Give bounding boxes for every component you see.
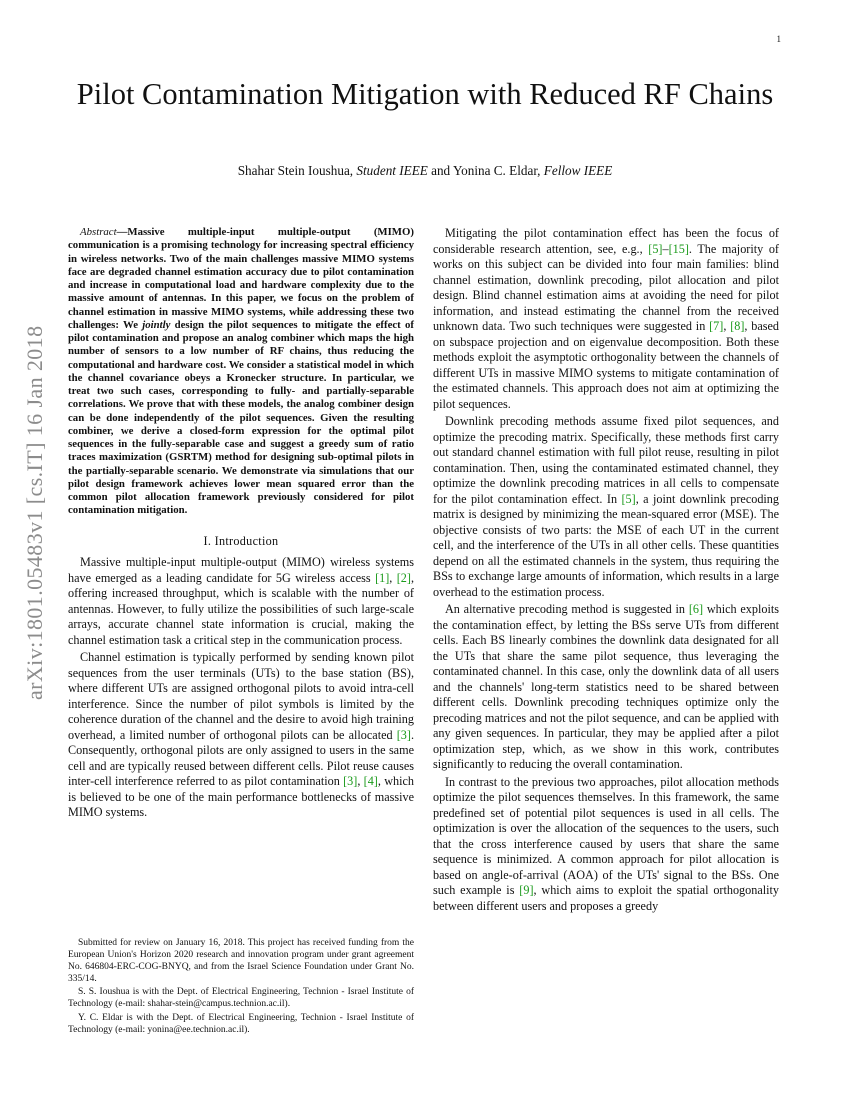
paragraph-text: , a joint downlink precoding matrix is designed by minimizing the mean-squared error (MSE). The objective consists of two parts: the MSE of each UT in the current cell, and the interference of the UTs in all other cells. These quantities depend on all the estimated channels in the system, thus requiring the BSs to exchange large amounts of information, which results in a large overhead to the estimation process. — [433, 491, 779, 599]
paragraph-text: In contrast to the previous two approaches, pilot allocation methods optimize the pilot sequences themselves. In this framework, the same predefined set of potential pilot sequences is used in all cells. The optimization is over the allocation of the sequences to the users, such that the cross interference caused by users that share the same sequence is minimized. A common approach for pilot allocation is based on angle-of-arrival (AOA) of the UTs' signal to the BSs. One such example is — [433, 774, 779, 897]
author-name: Yonina C. Eldar, — [452, 163, 541, 178]
paragraph-text: Mitigating the pilot contamination effect has been the focus of considerable research attention, see, e.g., — [433, 226, 779, 256]
page-number: 1 — [776, 34, 781, 44]
author-line — [70, 163, 780, 179]
paragraph — [433, 226, 779, 412]
footnote-funding: Submitted for review on January 16, 2018. This project has received funding from the European Union's Horizon 2020 research and innovation program under grant agreement No. 646804-ERC-COG-BNYQ, and from the Israel Science Foundation under Grant No. 335/14. — [68, 938, 414, 985]
paragraph-text: , — [723, 319, 731, 333]
citation-link[interactable]: [5] — [648, 241, 663, 256]
paragraph-text: , — [357, 774, 364, 788]
abstract-emphasis: jointly — [142, 318, 171, 331]
citation-link[interactable]: [3] — [343, 774, 358, 788]
paragraph-text: Channel estimation is typically performed by sending known pilot sequences from the user terminals (UTs) to the base station (BS), where different UTs are assigned orthogonal pilots to avoid intra-cell interference. Since the number of pilot symbols is limited by the coherence duration of the channel and the desire to avoid high training overhead, a limited number of orthogonal pilots can be allocated — [68, 650, 414, 742]
citation-link[interactable]: [2] — [396, 570, 411, 585]
paragraph-text: which exploits the contamination effect, by letting the BSs serve UTs from different cells. Each BS linearly combines the downlink data designated for all the UTs that share the same pilot sequence, thus leveraging the contaminated channel. In this case, only the downlink data of all users and the channels' long-term statistics need to be shared between different cells. Downlink precoding techniques optimize only the precoding matrices and not the pilot sequence, and can be applied with any given sequences. In particular, they may be applied after a pilot optimization step, which, as we show in this work, contributes significantly to reducing the overall contamination. — [433, 602, 779, 771]
abstract-text: design the pilot sequences to mitigate the effect of pilot contamination and propose an analog combiner which maps the high number of sensors to a low number of RF chains, thus reducing the computational and hardware cost. We consider a statistical model in which the channel covariance obeys a Kronecker structure. In particular, we treat two such cases, corresponding to fully- and partially-separable correlations. We prove that with these models, the analog combiner design can be done independently of the pilot sequences. Given the resulting combiner, we derive a closed-form expression for the optimal pilot sequences in the fully-separable case and suggest a greedy sum of ratio traces maximization (GSRTM) method for designing sub-optimal pilots in the partially-separable scenario. We demonstrate via simulations that our pilot design framework achieves lower mean squared error than the common pilot allocation framework previously considered for pilot contamination mitigation. — [68, 318, 414, 517]
citation-link[interactable]: [4] — [363, 774, 378, 788]
footnotes — [68, 937, 414, 1037]
paragraph-text: An alternative precoding method is suggested in — [445, 602, 689, 616]
citation-link[interactable]: [1] — [375, 570, 390, 585]
citation-link[interactable]: [8] — [730, 319, 745, 333]
author-conjunction: and — [431, 163, 451, 178]
author-role: Fellow IEEE — [543, 163, 613, 178]
paragraph-text: , which is believed to be one of the main performance bottlenecks of massive MIMO systems. — [68, 774, 414, 819]
paragraph — [433, 775, 779, 915]
abstract-lead: Abstract — [80, 226, 117, 238]
right-column — [433, 226, 779, 914]
citation-link[interactable]: [9] — [519, 883, 534, 897]
citation-link[interactable]: [5] — [621, 491, 636, 506]
paragraph-text: – — [662, 241, 669, 256]
paper-title: Pilot Contamination Mitigation with Reduced RF Chains — [76, 77, 774, 111]
paragraph — [68, 555, 414, 648]
citation-link[interactable]: [15] — [668, 241, 689, 256]
citation-link[interactable]: [3] — [396, 727, 411, 742]
left-column — [68, 226, 414, 821]
author-role: Student IEEE — [356, 163, 428, 178]
footnote-affiliation: S. S. Ioushua is with the Dept. of Electrical Engineering, Technion - Israel Institute of Technology (e-mail: shahar-stein@campus.technion.ac.il). — [68, 987, 414, 1010]
paragraph — [68, 650, 414, 821]
paragraph-text: Massive multiple-input multiple-output (MIMO) wireless systems have emerged as a leading candidate for 5G wireless access — [68, 555, 414, 585]
citation-link[interactable]: [6] — [688, 602, 704, 616]
paragraph-text: , offering increased throughput, which is scalable with the number of antennas. However, to fully utilize the possibilities of such large-scale arrays, accurate channel state information is crucial, making the channel estimation task a critical step in the communication process. — [68, 570, 415, 647]
citation-link[interactable]: [7] — [709, 319, 724, 333]
abstract-text: —Massive multiple-input multiple-output (MIMO) communication is a promising technology for increasing spectral efficiency in wireless networks. Two of the main challenges massive MIMO systems face are degraded channel estimation accuracy due to pilot contamination and increase in computational load and hardware complexity due to the massive amount of antennas. In this paper, we focus on the problem of channel estimation in massive MIMO systems, while addressing these two challenges: We — [68, 226, 414, 331]
author-name: Shahar Stein Ioushua, — [237, 163, 354, 178]
arxiv-identifier-stamp: arXiv:1801.05483v1 [cs.IT] 16 Jan 2018 — [22, 325, 47, 700]
paragraph — [433, 602, 779, 773]
paragraph-text: , based on subspace projection and on eigenvalue decomposition. Both these methods exploit the asymptotic orthogonality between the channels of different UTs in massive MIMO systems to mitigate contamination of the estimated channels. This approach does not aim at optimizing the pilot sequences. — [433, 319, 780, 411]
paragraph-text: , which aims to exploit the spatial orthogonality between different users and proposes a greedy — [433, 883, 779, 913]
abstract — [68, 226, 414, 518]
paragraph-text: . The majority of works on this subject can be divided into four main families: blind channel estimation, downlink precoding, pilot allocation and pilot design. Blind channel estimation aims at avoiding the need for pilot information, and instead estimating the channel from the received unknown data. Two such techniques were suggested in — [433, 241, 779, 333]
paragraph-text: , — [389, 570, 397, 585]
paragraph-text: . Consequently, orthogonal pilots are only assigned to users in the same cell and are typically reused between different cells. Pilot reuse causes inter-cell interference referred to as pilot contamination — [68, 727, 414, 788]
paragraph-text: Downlink precoding methods assume fixed pilot sequences, and optimize the precoding matrix. Specifically, these methods first carry out standard channel estimation with full pilot reuse, resulting in pilot contamination. Then, using the contaminated estimated channel, they optimize the downlink precoding matrices in all cells to compensate for the pilot contamination effect. In — [433, 414, 779, 506]
footnote-affiliation: Y. C. Eldar is with the Dept. of Electrical Engineering, Technion - Israel Institute of Technology (e-mail: yonina@ee.technion.ac.il). — [68, 1012, 414, 1035]
section-heading: I. Introduction — [203, 533, 279, 548]
paragraph — [433, 414, 779, 600]
